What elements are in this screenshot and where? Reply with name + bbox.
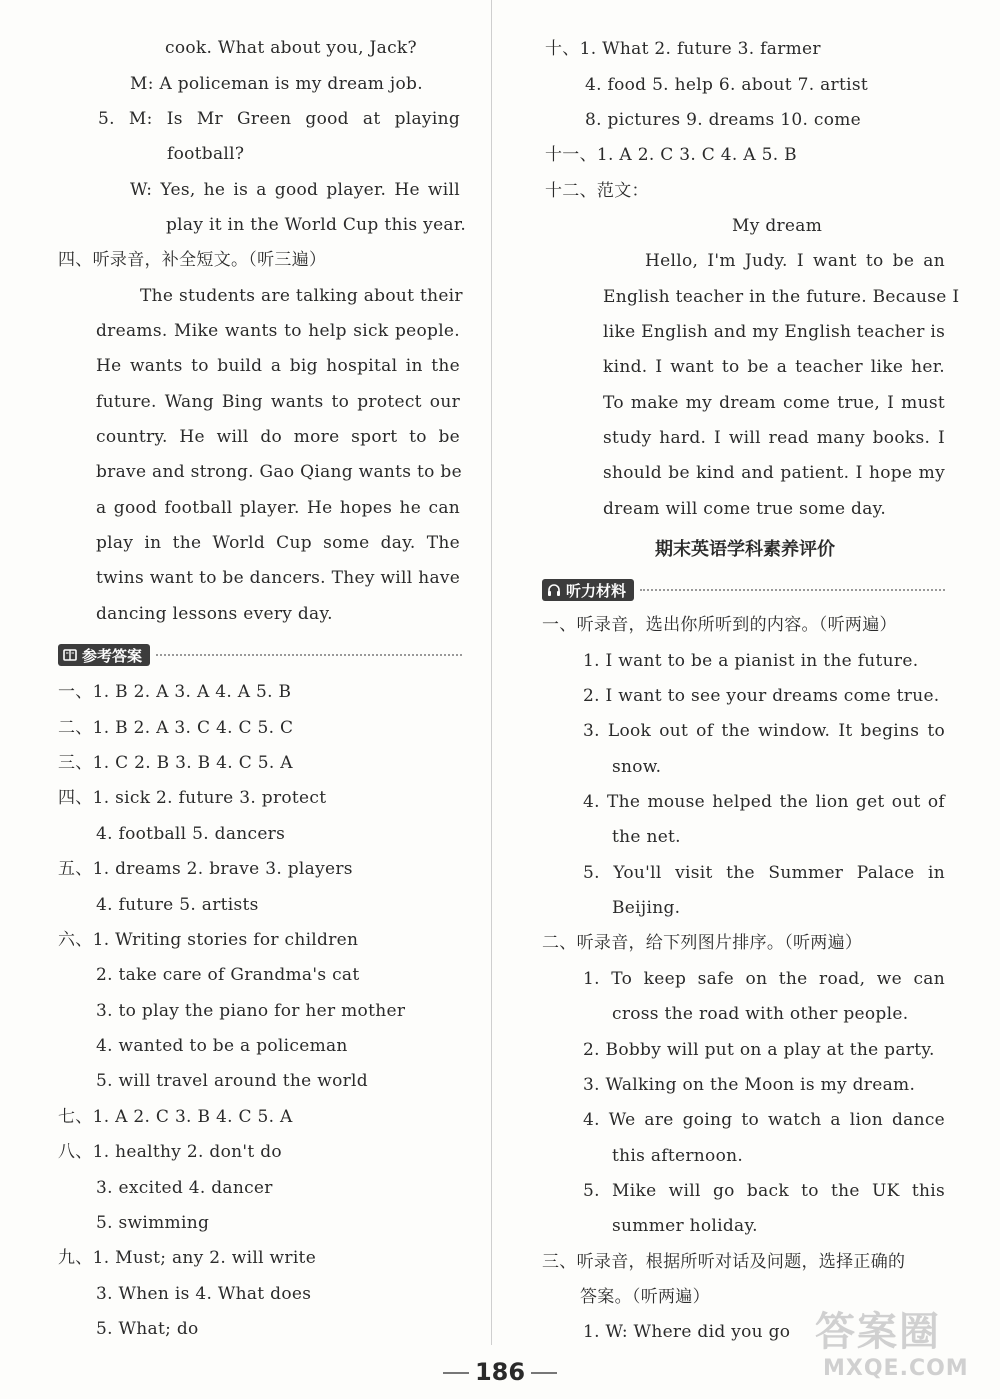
- passage-line: dreams. Mike wants to help sick people.: [96, 321, 460, 341]
- listening-line: 5. You'll visit the Summer Palace in: [583, 863, 945, 883]
- answer-line: 十二、范文：: [545, 181, 649, 201]
- essay-line: study hard. I will read many books. I: [603, 428, 945, 448]
- dotted-rule: [156, 654, 462, 656]
- column-divider: [491, 0, 492, 1345]
- answers-header-bar: [58, 643, 462, 667]
- answer-line: 七、1. A 2. C 3. B 4. C 5. A: [58, 1107, 293, 1127]
- essay-line: like English and my English teacher is: [603, 322, 946, 342]
- listening-line: 1. To keep safe on the road, we can: [583, 969, 945, 989]
- listening-line: 2. Bobby will put on a play at the party.: [583, 1040, 935, 1060]
- passage-line: brave and strong. Gao Qiang wants to be: [96, 462, 462, 482]
- listening-line: Beijing.: [612, 898, 681, 918]
- answer-line: 三、1. C 2. B 3. B 4. C 5. A: [58, 753, 293, 773]
- section-heading: 一、听录音，选出你所听到的内容。（听两遍）: [542, 615, 897, 635]
- answers-label: 参考答案: [82, 646, 143, 665]
- book-icon: [62, 647, 78, 663]
- listening-line: cross the road with other people.: [612, 1004, 909, 1024]
- essay-line: dream will come true some day.: [603, 499, 887, 519]
- text-line: football?: [167, 144, 245, 164]
- section-heading: 四、听录音，补全短文。（听三遍）: [58, 250, 327, 270]
- answer-line: 3. When is 4. What does: [96, 1284, 312, 1304]
- answer-line: 3. excited 4. dancer: [96, 1178, 273, 1198]
- passage-line: a good football player. He hopes he can: [96, 498, 460, 518]
- passage-line: The students are talking about their: [140, 286, 463, 306]
- essay-line: English teacher in the future. Because I: [603, 287, 960, 307]
- text-line: play it in the World Cup this year.: [166, 215, 467, 235]
- passage-line: country. He will do more sport to be: [96, 427, 460, 447]
- section-heading: 三、听录音，根据所听对话及问题，选择正确的: [542, 1252, 906, 1272]
- answer-line: 8. pictures 9. dreams 10. come: [585, 110, 862, 130]
- text-line: W: Yes, he is a good player. He will: [130, 180, 460, 200]
- dash: [531, 1372, 557, 1374]
- answer-line: 4. wanted to be a policeman: [96, 1036, 348, 1056]
- listening-tag: [542, 579, 634, 601]
- answer-line: 十一、1. A 2. C 3. C 4. A 5. B: [545, 145, 797, 165]
- answer-line: 3. to play the piano for her mother: [96, 1001, 406, 1021]
- text-line: M: A policeman is my dream job.: [130, 74, 423, 94]
- essay-line: kind. I want to be a teacher like her.: [603, 357, 945, 377]
- listening-line: 3. Walking on the Moon is my dream.: [583, 1075, 916, 1095]
- answer-line: 六、1. Writing stories for children: [58, 930, 359, 950]
- answer-line: 九、1. Must; any 2. will write: [58, 1248, 317, 1268]
- listening-line: this afternoon.: [612, 1146, 744, 1166]
- listening-label: 听力材料: [566, 581, 627, 600]
- answer-line: 4. football 5. dancers: [96, 824, 286, 844]
- essay-title: My dream: [732, 216, 823, 236]
- listening-line: the net.: [612, 827, 681, 847]
- listening-line: 4. We are going to watch a lion dance: [583, 1110, 945, 1130]
- watermark-logo-text: 答案圈: [815, 1309, 941, 1355]
- listening-line: 1. I want to be a pianist in the future.: [583, 651, 919, 671]
- listening-line: 3. Look out of the window. It begins to: [583, 721, 945, 741]
- passage-line: He wants to build a big hospital in the: [96, 356, 460, 376]
- answer-line: 2. take care of Grandma's cat: [96, 965, 360, 985]
- listening-line: 5. Mike will go back to the UK this: [583, 1181, 945, 1201]
- answer-line: 5. What; do: [96, 1319, 199, 1339]
- answer-line: 一、1. B 2. A 3. A 4. A 5. B: [58, 682, 292, 702]
- answer-line: 八、1. healthy 2. don't do: [58, 1142, 282, 1162]
- answer-line: 4. future 5. artists: [96, 895, 259, 915]
- answer-line: 四、1. sick 2. future 3. protect: [58, 788, 327, 808]
- answer-line: 5. will travel around the world: [96, 1071, 368, 1091]
- page-number-text: 186: [474, 1358, 526, 1386]
- section-title: 期末英语学科素养评价: [655, 539, 835, 560]
- answer-line: 4. food 5. help 6. about 7. artist: [585, 75, 868, 95]
- passage-line: play in the World Cup some day. The: [96, 533, 460, 553]
- text-line: 5. M: Is Mr Green good at playing: [98, 109, 460, 129]
- text-line: cook. What about you, Jack?: [165, 38, 417, 58]
- listening-line: 1. W: Where did you go: [583, 1322, 791, 1342]
- watermark: [795, 1300, 990, 1392]
- section-heading: 答案。（听两遍）: [580, 1287, 710, 1307]
- essay-line: To make my dream come true, I must: [603, 393, 945, 413]
- answer-line: 十、1. What 2. future 3. farmer: [545, 39, 821, 59]
- answer-line: 5. swimming: [96, 1213, 210, 1233]
- answer-line: 二、1. B 2. A 3. C 4. C 5. C: [58, 718, 294, 738]
- listening-header-bar: [542, 578, 945, 602]
- answers-tag: [58, 644, 150, 666]
- passage-line: future. Wang Bing wants to protect our: [96, 392, 460, 412]
- essay-line: Hello, I'm Judy. I want to be an: [645, 251, 945, 271]
- dash: [443, 1372, 469, 1374]
- dotted-rule: [640, 589, 945, 591]
- listening-line: snow.: [612, 757, 662, 777]
- answer-line: 五、1. dreams 2. brave 3. players: [58, 859, 353, 879]
- listening-line: 2. I want to see your dreams come true.: [583, 686, 940, 706]
- listening-line: 4. The mouse helped the lion get out of: [583, 792, 945, 812]
- headphones-icon: [546, 582, 562, 598]
- watermark-url: MXQE.COM: [823, 1356, 969, 1381]
- passage-line: twins want to be dancers. They will have: [96, 568, 461, 588]
- passage-line: dancing lessons every day.: [96, 604, 333, 624]
- listening-line: summer holiday.: [612, 1216, 758, 1236]
- section-heading: 二、听录音，给下列图片排序。（听两遍）: [542, 933, 863, 953]
- essay-line: should be kind and patient. I hope my: [603, 463, 945, 483]
